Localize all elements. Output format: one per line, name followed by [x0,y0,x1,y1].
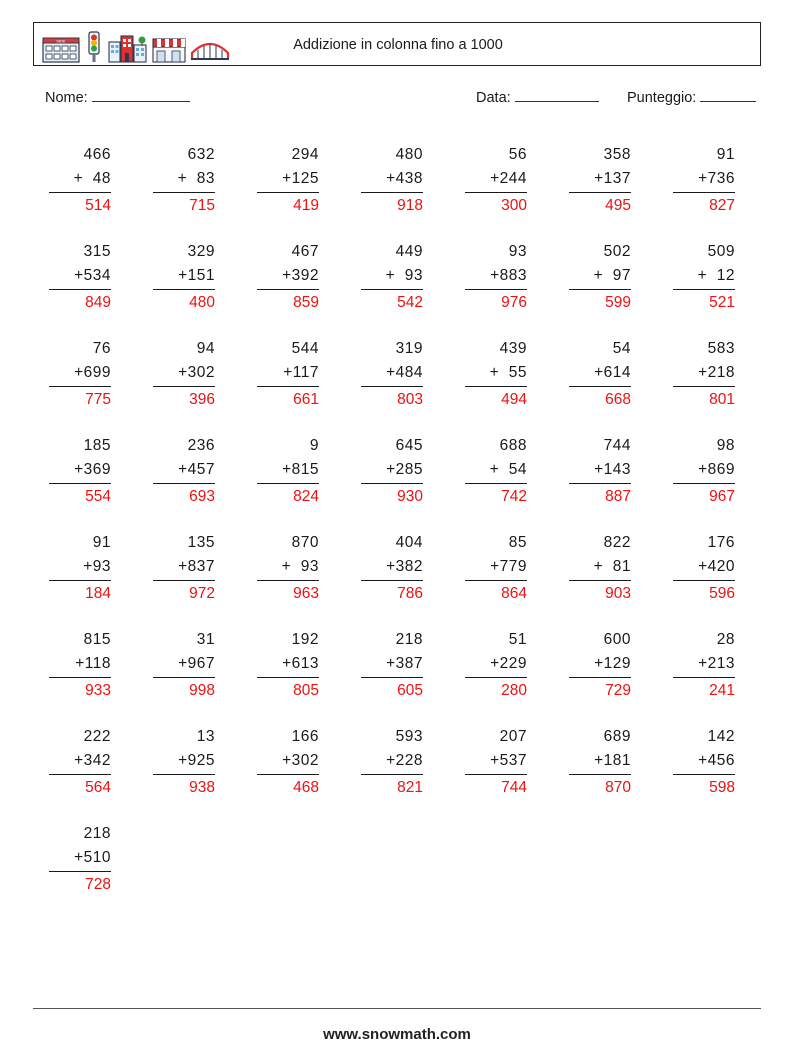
problem-cell [449,620,553,717]
first-addend: 91 [716,146,735,163]
first-addend: 544 [291,340,319,357]
first-addend: 94 [196,340,215,357]
problem-cell [137,620,241,717]
answer: 998 [189,682,215,699]
second-addend: +118 [49,652,111,678]
first-addend: 404 [395,534,423,551]
first-addend: 689 [603,728,631,745]
answer: 976 [501,294,527,311]
addition-problem [465,143,527,218]
problem-cell [553,620,657,717]
second-addend: +93 [49,555,111,581]
second-addend: +534 [49,264,111,290]
answer: 887 [605,488,631,505]
problem-cell [345,329,449,426]
second-addend: +285 [361,458,423,484]
problem-cell [657,135,761,232]
addition-problem [569,725,631,800]
second-addend: + 12 [673,264,735,290]
second-addend: +837 [153,555,215,581]
answer: 605 [397,682,423,699]
second-addend: +869 [673,458,735,484]
problem-row [33,717,761,814]
problem-row [33,135,761,232]
answer: 827 [709,197,735,214]
answer: 598 [709,779,735,796]
problem-cell [553,523,657,620]
problem-cell [241,426,345,523]
first-addend: 176 [707,534,735,551]
first-addend: 76 [92,340,111,357]
addition-problem [569,337,631,412]
score-label: Punteggio: [627,90,697,106]
addition-problem [49,143,111,218]
answer: 419 [293,197,319,214]
addition-problem [49,725,111,800]
addition-problem [49,434,111,509]
second-addend: + 93 [361,264,423,290]
answer: 468 [293,779,319,796]
answer: 729 [605,682,631,699]
second-addend: +779 [465,555,527,581]
problem-cell [345,523,449,620]
second-addend: +342 [49,749,111,775]
problem-cell [553,329,657,426]
answer: 870 [605,779,631,796]
problem-cell [657,329,761,426]
problem-cell [33,620,137,717]
score-input[interactable] [700,88,756,102]
problem-row [33,814,761,911]
answer: 824 [293,488,319,505]
addition-problem [153,240,215,315]
second-addend: +369 [49,458,111,484]
first-addend: 632 [187,146,215,163]
second-addend: +883 [465,264,527,290]
problem-cell [657,523,761,620]
problem-cell [553,717,657,814]
second-addend: +613 [257,652,319,678]
second-addend: +125 [257,167,319,193]
problem-cell [137,717,241,814]
second-addend: +456 [673,749,735,775]
first-addend: 91 [92,534,111,551]
first-addend: 358 [603,146,631,163]
problem-cell [241,620,345,717]
first-addend: 135 [187,534,215,551]
answer: 693 [189,488,215,505]
answer: 938 [189,779,215,796]
problem-cell [33,426,137,523]
problem-cell [33,814,137,911]
addition-problem [49,531,111,606]
page-title: Addizione in colonna fino a 1000 [293,37,503,53]
first-addend: 142 [707,728,735,745]
answer: 542 [397,294,423,311]
problem-row [33,329,761,426]
second-addend: +392 [257,264,319,290]
addition-problem [49,628,111,703]
second-addend: + 55 [465,361,527,387]
addition-problem [465,434,527,509]
first-addend: 509 [707,243,735,260]
second-addend: +382 [361,555,423,581]
answer: 495 [605,197,631,214]
problem-cell [137,329,241,426]
answer: 668 [605,391,631,408]
addition-problem [49,337,111,412]
problem-cell [449,329,553,426]
addition-problem [153,337,215,412]
problem-cell-empty [345,814,449,911]
problem-cell [345,135,449,232]
addition-problem [361,628,423,703]
problem-cell [33,523,137,620]
name-field-group [45,88,190,106]
problem-cell-empty [553,814,657,911]
answer: 805 [293,682,319,699]
problem-cell [449,717,553,814]
addition-problem [49,822,111,897]
problem-cell [449,232,553,329]
answer: 715 [189,197,215,214]
answer: 967 [709,488,735,505]
score-field-group [627,88,756,106]
first-addend: 822 [603,534,631,551]
addition-problem [153,434,215,509]
problem-cell [33,717,137,814]
second-addend: + 83 [153,167,215,193]
problem-row [33,232,761,329]
answer: 933 [85,682,111,699]
problem-cell [553,426,657,523]
problem-cell [33,135,137,232]
second-addend: +117 [257,361,319,387]
answer: 972 [189,585,215,602]
first-addend: 315 [83,243,111,260]
addition-problem [673,531,735,606]
answer: 300 [501,197,527,214]
first-addend: 85 [508,534,527,551]
first-addend: 466 [83,146,111,163]
addition-problem [569,531,631,606]
answer: 596 [709,585,735,602]
first-addend: 502 [603,243,631,260]
first-addend: 329 [187,243,215,260]
second-addend: +137 [569,167,631,193]
second-addend: +151 [153,264,215,290]
answer: 864 [501,585,527,602]
problem-cell [241,232,345,329]
first-addend: 13 [196,728,215,745]
second-addend: + 97 [569,264,631,290]
addition-problem [361,434,423,509]
second-addend: +244 [465,167,527,193]
problem-cell [553,135,657,232]
addition-problem [257,240,319,315]
first-addend: 222 [83,728,111,745]
second-addend: +967 [153,652,215,678]
addition-problem [673,240,735,315]
answer: 930 [397,488,423,505]
second-addend: +510 [49,846,111,872]
addition-problem [257,725,319,800]
answer: 396 [189,391,215,408]
answer: 821 [397,779,423,796]
problem-cell [657,717,761,814]
problem-cell [137,426,241,523]
first-addend: 192 [291,631,319,648]
first-addend: 583 [707,340,735,357]
addition-problem [465,337,527,412]
first-addend: 593 [395,728,423,745]
addition-problem [257,143,319,218]
first-addend: 815 [83,631,111,648]
addition-problem [257,531,319,606]
first-addend: 207 [499,728,527,745]
problem-cell [241,135,345,232]
addition-problem [153,628,215,703]
date-input[interactable] [515,88,599,102]
answer: 184 [85,585,111,602]
addition-problem [153,531,215,606]
problem-cell [449,135,553,232]
second-addend: +457 [153,458,215,484]
addition-problem [673,725,735,800]
problem-cell-empty [241,814,345,911]
problem-cell [241,523,345,620]
name-input[interactable] [92,88,190,102]
problem-cell [449,523,553,620]
second-addend: +736 [673,167,735,193]
second-addend: +213 [673,652,735,678]
second-addend: +129 [569,652,631,678]
problem-cell [137,135,241,232]
svg-text:SIDE: SIDE [56,38,66,44]
second-addend: +537 [465,749,527,775]
answer: 786 [397,585,423,602]
second-addend: + 54 [465,458,527,484]
problem-cell [137,523,241,620]
second-addend: +815 [257,458,319,484]
first-addend: 98 [716,437,735,454]
problem-cell [449,426,553,523]
footer-website: www.snowmath.com [323,1026,471,1043]
second-addend: +302 [257,749,319,775]
answer: 514 [85,197,111,214]
second-addend: +420 [673,555,735,581]
second-addend: +218 [673,361,735,387]
addition-problem [569,240,631,315]
problem-cell [657,620,761,717]
problem-cell [345,717,449,814]
first-addend: 744 [603,437,631,454]
addition-problem [465,725,527,800]
answer: 903 [605,585,631,602]
addition-problem [153,143,215,218]
second-addend: + 93 [257,555,319,581]
second-addend: +143 [569,458,631,484]
second-addend: +925 [153,749,215,775]
second-addend: + 81 [569,555,631,581]
addition-problem [361,143,423,218]
second-addend: +614 [569,361,631,387]
first-addend: 449 [395,243,423,260]
first-addend: 645 [395,437,423,454]
problem-cell [553,232,657,329]
second-addend: +302 [153,361,215,387]
first-addend: 54 [612,340,631,357]
first-addend: 9 [309,437,319,454]
first-addend: 294 [291,146,319,163]
date-label: Data: [476,90,511,106]
answer: 241 [709,682,735,699]
first-addend: 218 [83,825,111,842]
footer-divider [33,1008,761,1009]
addition-problem [569,628,631,703]
first-addend: 166 [291,728,319,745]
answer: 859 [293,294,319,311]
answer: 742 [501,488,527,505]
addition-problem [361,725,423,800]
answer: 521 [709,294,735,311]
problem-cell [345,426,449,523]
first-addend: 439 [499,340,527,357]
second-addend: +181 [569,749,631,775]
first-addend: 688 [499,437,527,454]
answer: 480 [189,294,215,311]
first-addend: 31 [196,631,215,648]
addition-problem [153,725,215,800]
problem-row [33,523,761,620]
second-addend: +699 [49,361,111,387]
problem-cell [657,426,761,523]
first-addend: 870 [291,534,319,551]
addition-problem [569,434,631,509]
first-addend: 467 [291,243,319,260]
first-addend: 480 [395,146,423,163]
addition-problem [257,434,319,509]
second-addend: +438 [361,167,423,193]
answer: 280 [501,682,527,699]
addition-problem [569,143,631,218]
problem-cell [345,620,449,717]
addition-problem [361,337,423,412]
first-addend: 236 [187,437,215,454]
first-addend: 93 [508,243,527,260]
second-addend: + 48 [49,167,111,193]
first-addend: 51 [508,631,527,648]
first-addend: 218 [395,631,423,648]
header-box [33,22,761,66]
first-addend: 319 [395,340,423,357]
addition-problem [361,240,423,315]
answer: 918 [397,197,423,214]
addition-problem [673,143,735,218]
problem-row [33,426,761,523]
answer: 963 [293,585,319,602]
answer: 801 [709,391,735,408]
problem-cell [33,329,137,426]
problem-cell-empty [657,814,761,911]
answer: 554 [85,488,111,505]
answer: 599 [605,294,631,311]
addition-problem [465,240,527,315]
problem-cell [657,232,761,329]
addition-problem [257,337,319,412]
answer: 661 [293,391,319,408]
addition-problem [673,434,735,509]
answer: 775 [85,391,111,408]
second-addend: +229 [465,652,527,678]
addition-problem [257,628,319,703]
addition-problem [465,628,527,703]
addition-problem [673,337,735,412]
first-addend: 600 [603,631,631,648]
answer: 803 [397,391,423,408]
problem-cell [241,717,345,814]
problem-cell [137,232,241,329]
problem-cell-empty [137,814,241,911]
addition-problem [465,531,527,606]
date-field-group [476,88,599,106]
answer: 494 [501,391,527,408]
answer: 564 [85,779,111,796]
problem-cell [33,232,137,329]
first-addend: 185 [83,437,111,454]
second-addend: +228 [361,749,423,775]
addition-problem [361,531,423,606]
problem-row [33,620,761,717]
answer: 849 [85,294,111,311]
problem-cell [241,329,345,426]
first-addend: 56 [508,146,527,163]
answer: 744 [501,779,527,796]
problem-cell-empty [449,814,553,911]
answer: 728 [85,876,111,893]
addition-problem [673,628,735,703]
problem-grid [33,135,761,911]
first-addend: 28 [716,631,735,648]
name-label: Nome: [45,90,88,106]
student-info-row [33,88,761,114]
addition-problem [49,240,111,315]
second-addend: +387 [361,652,423,678]
second-addend: +484 [361,361,423,387]
problem-cell [345,232,449,329]
